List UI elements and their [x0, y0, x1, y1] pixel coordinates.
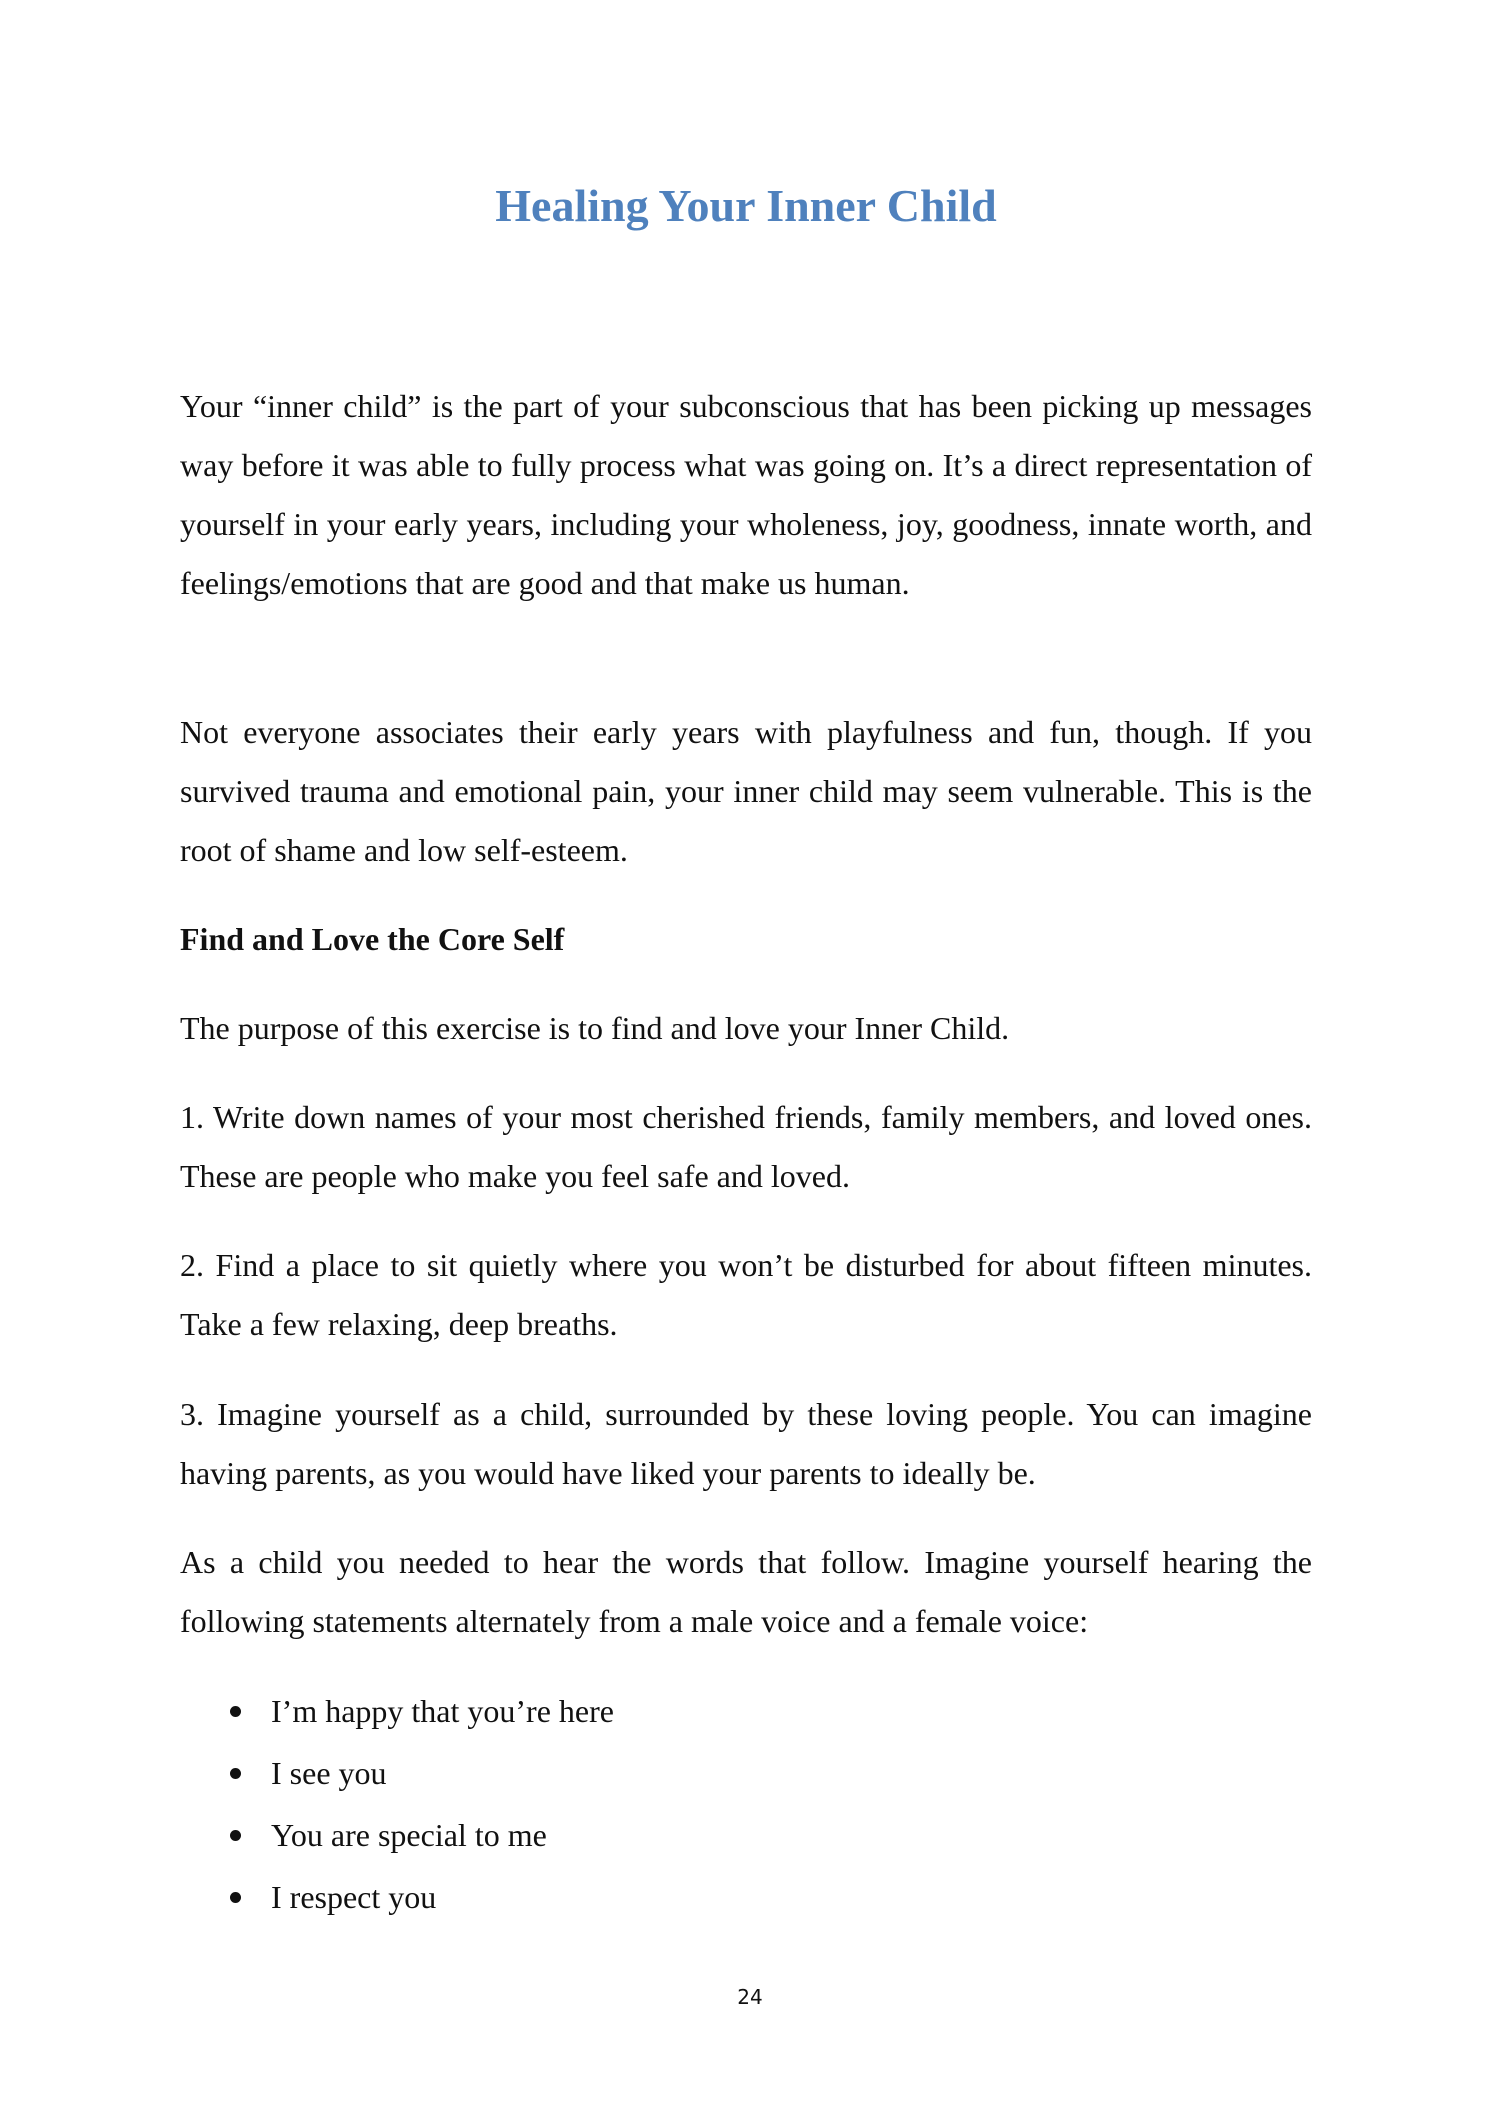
bullet-icon	[230, 1892, 241, 1903]
bullet-icon	[230, 1768, 241, 1779]
page-number: 24	[737, 1985, 763, 2009]
intro-paragraph-2: Not everyone associates their early years with playfulness and fun, though. If you survived trauma and emotional pain, your inner child may seem vulnerable. This is the root of shame and low self-esteem.	[180, 714, 1312, 868]
list-item-text: You are special to me	[271, 1817, 547, 1853]
closing-paragraph: As a child you needed to hear the words that follow. Imagine yourself hearing the following statements alternately from a male voice and a female voice:	[180, 1544, 1312, 1639]
bullet-icon	[230, 1830, 241, 1841]
list-item-text: I respect you	[271, 1879, 437, 1915]
step-1: 1. Write down names of your most cherished friends, family members, and loved ones. These are people who make you feel safe and loved.	[180, 1099, 1312, 1194]
list-item-text: I see you	[271, 1755, 387, 1791]
page-title: Healing Your Inner Child	[495, 180, 997, 231]
section-heading: Find and Love the Core Self	[180, 921, 565, 957]
list-item	[180, 1680, 1312, 1742]
list-item	[180, 1804, 1312, 1866]
list-item-text: I’m happy that you’re here	[271, 1693, 614, 1729]
affirmation-list	[180, 1680, 1312, 1928]
step-2: 2. Find a place to sit quietly where you won’t be disturbed for about fifteen minutes. Take a few relaxing, deep breaths.	[180, 1247, 1312, 1342]
list-item	[180, 1742, 1312, 1804]
step-3: 3. Imagine yourself as a child, surrounded by these loving people. You can imagine having parents, as you would have liked your parents to ideally be.	[180, 1396, 1312, 1491]
section-intro: The purpose of this exercise is to find and love your Inner Child.	[180, 1010, 1010, 1046]
intro-paragraph-1: Your “inner child” is the part of your subconscious that has been picking up messages way before it was able to fully process what was going on. It’s a direct representation of yourself in your early years, including your wholeness, joy, goodness, innate worth, and feelings/emotions that are good and that make us human.	[180, 388, 1312, 601]
list-item	[180, 1866, 1312, 1928]
bullet-icon	[230, 1706, 241, 1717]
